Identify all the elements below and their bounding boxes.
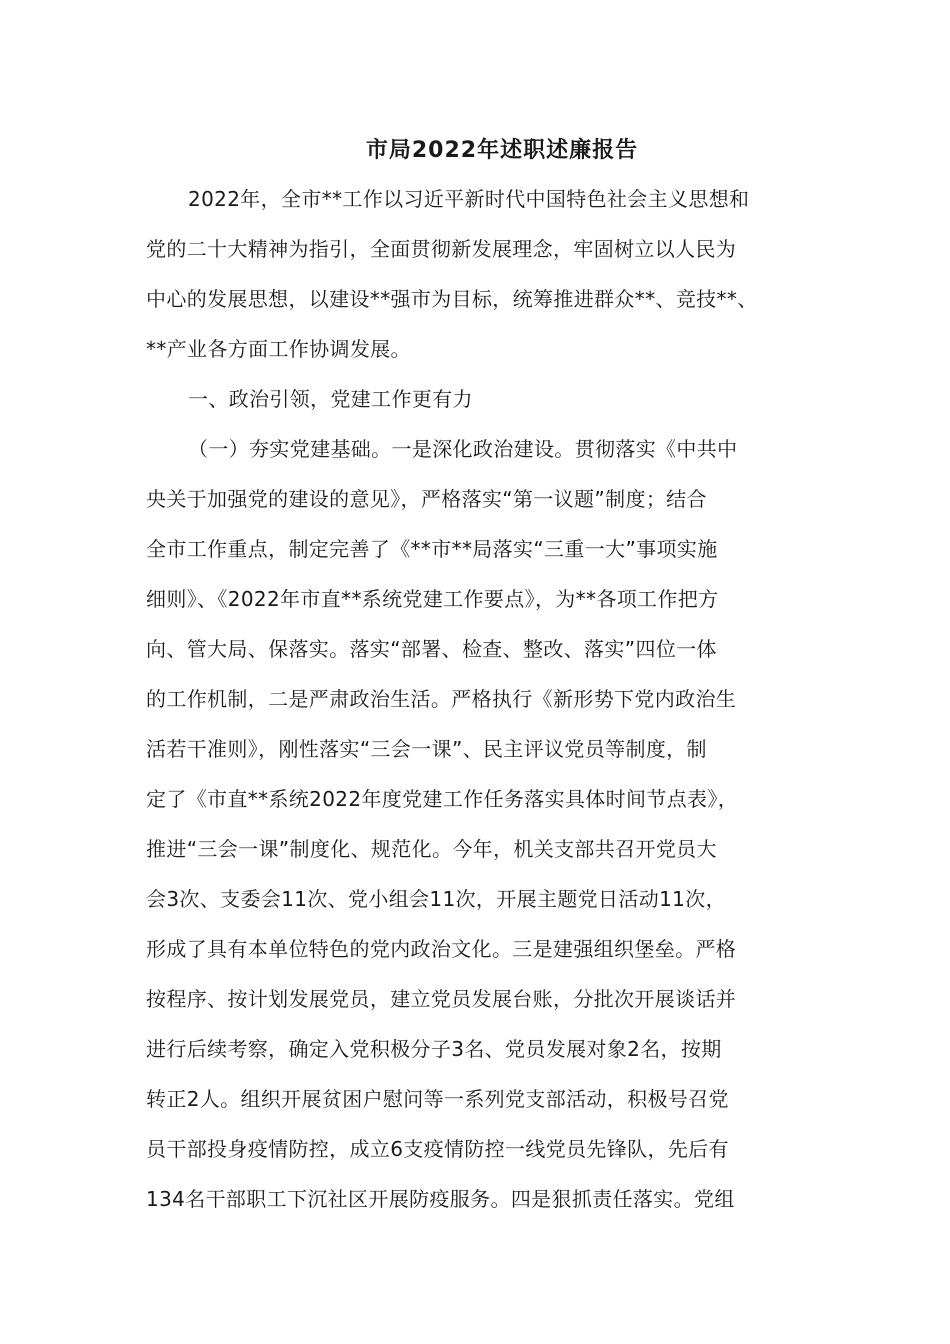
paragraph-line: **产业各方面工作协调发展。 [146,337,411,361]
paragraph-line: 转正2人。组织开展贫困户慰问等一系列党支部活动，积极号召党 [146,1087,729,1111]
paragraph-line: 向、管大局、保落实。落实“部署、检查、整改、落实”四位一体 [146,637,717,661]
paragraph-line: 细则》、《2022年市直**系统党建工作要点》，为**各项工作把方 [146,587,719,611]
paragraph-line: （一）夯实党建基础。一是深化政治建设。贯彻落实《中共中 [188,437,738,461]
section-heading: 一、政治引领，党建工作更有力 [188,387,473,411]
paragraph-line: 全市工作重点，制定完善了《**市**局落实“三重一大”事项实施 [146,537,718,561]
paragraph-line: 中心的发展思想，以建设**强市为目标，统筹推进群众**、竞技**、 [146,287,758,311]
paragraph-line: 进行后续考察，确定入党积极分子3名、党员发展对象2名，按期 [146,1037,722,1061]
paragraph-line: 按程序、按计划发展党员，建立党员发展台账，分批次开展谈话并 [146,987,737,1011]
paragraph-line: 2022年，全市**工作以习近平新时代中国特色社会主义思想和 [188,187,750,211]
paragraph-line: 形成了具有本单位特色的党内政治文化。三是建强组织堡垒。严格 [146,937,737,961]
paragraph-line: 的工作机制，二是严肃政治生活。严格执行《新形势下党内政治生 [146,687,737,711]
paragraph-line: 央关于加强党的建设的意见》，严格落实“第一议题”制度；结合 [146,487,707,511]
paragraph-line: 活若干准则》，刚性落实“三会一课”、民主评议党员等制度，制 [146,737,707,761]
paragraph-line: 推进“三会一课”制度化、规范化。今年，机关支部共召开党员大 [146,837,717,861]
paragraph-line: 员干部投身疫情防控，成立6支疫情防控一线党员先锋队，先后有 [146,1137,729,1161]
paragraph-line: 定了《市直**系统2022年度党建工作任务落实具体时间节点表》， [146,787,739,811]
paragraph-line: 会3次、支委会11次、党小组会11次，开展主题党日活动11次， [146,887,726,911]
document-title: 市局2022年述职述廉报告 [365,138,639,163]
paragraph-line: 党的二十大精神为指引，全面贯彻新发展理念，牢固树立以人民为 [146,237,737,261]
paragraph-line: 134名干部职工下沉社区开展防疫服务。四是狠抓责任落实。党组 [146,1187,735,1211]
